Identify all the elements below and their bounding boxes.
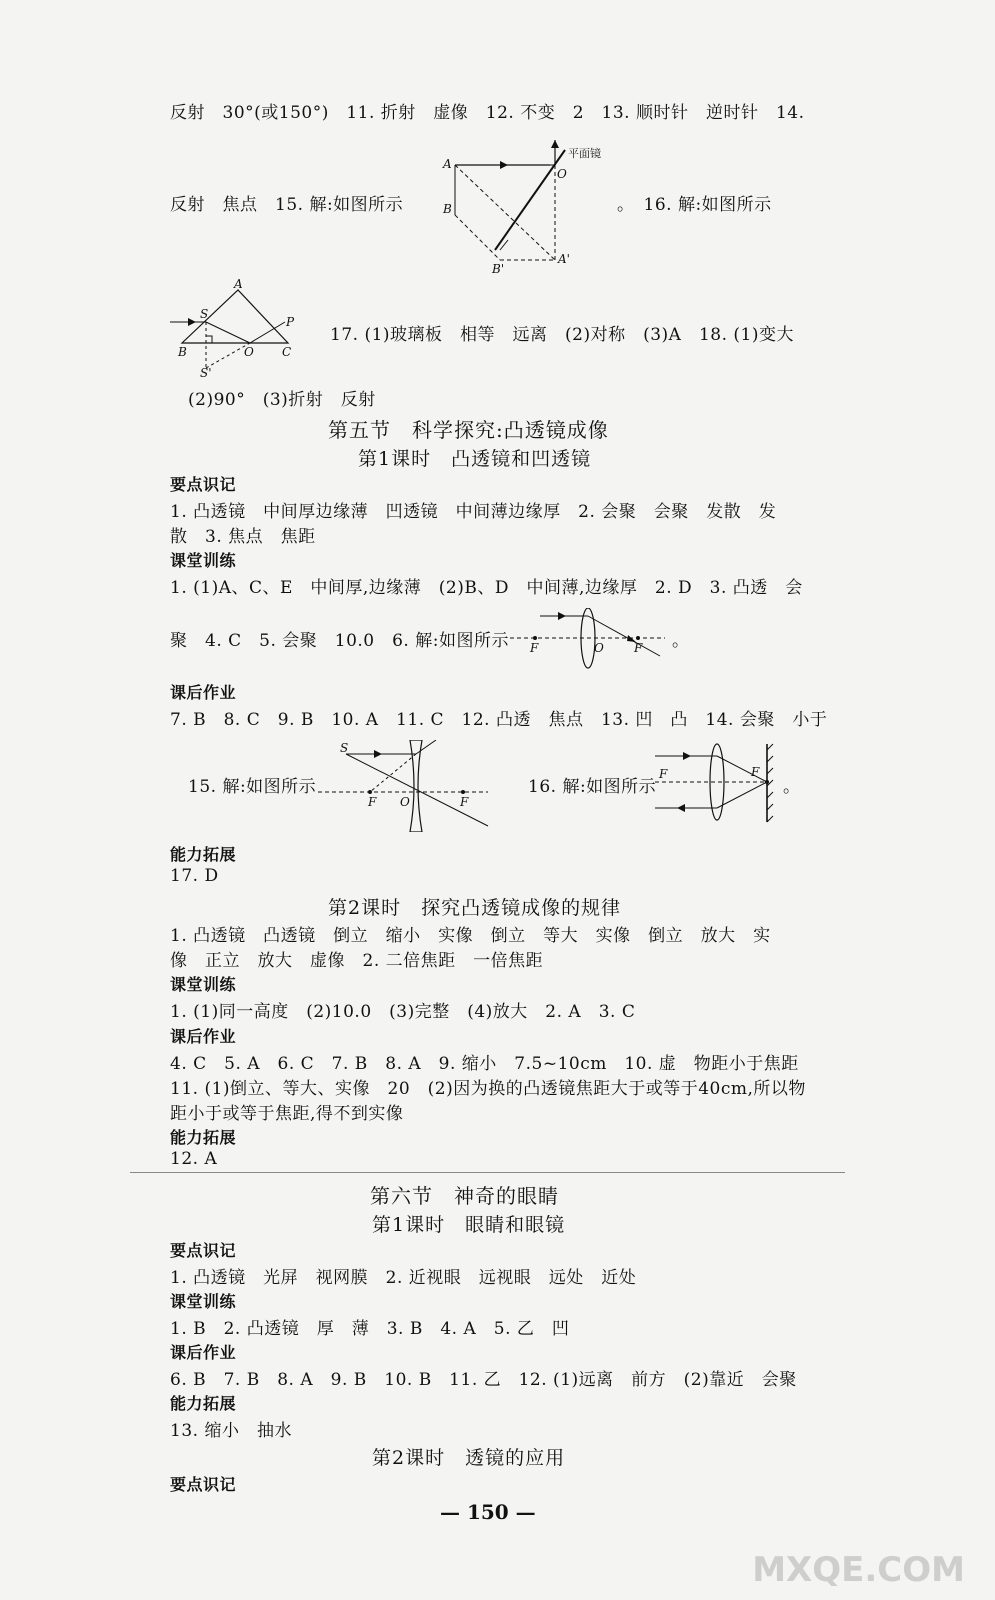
extension-2: 12. A bbox=[170, 1149, 218, 1169]
heading-class-1: 课堂训练 bbox=[170, 551, 237, 570]
heading-key-points-3: 要点识记 bbox=[170, 1241, 237, 1260]
mirror-point-o: O bbox=[557, 167, 567, 181]
key-points-2b: 像 正立 放大 虚像 2. 二倍焦距 一倍焦距 bbox=[170, 951, 544, 971]
lesson-5-1-title: 第1课时 凸透镜和凹透镜 bbox=[358, 448, 592, 470]
lesson-6-1-title: 第1课时 眼睛和眼镜 bbox=[372, 1214, 566, 1236]
answer-line-3: 17. (1)玻璃板 相等 远离 (2)对称 (3)A 18. (1)变大 bbox=[330, 325, 794, 345]
section-6-title: 第六节 神奇的眼睛 bbox=[370, 1184, 559, 1208]
homework-2c: 距小于或等于焦距,得不到实像 bbox=[170, 1104, 404, 1124]
section-5-title: 第五节 科学探究:凸透镜成像 bbox=[328, 418, 609, 442]
class-2: 1. (1)同一高度 (2)10.0 (3)完整 (4)放大 2. A 3. C bbox=[170, 1002, 636, 1022]
eye-f-left: F bbox=[659, 767, 668, 781]
heading-class-2: 课堂训练 bbox=[170, 975, 237, 994]
answer-line-2b: 。 16. 解:如图所示 bbox=[617, 195, 772, 215]
concave-f-right: F bbox=[460, 795, 469, 809]
convex-lens-figure bbox=[510, 608, 670, 678]
mirror-point-b-prime: B' bbox=[492, 262, 505, 275]
key-points-3: 1. 凸透镜 光屏 视网膜 2. 近视眼 远视眼 远处 近处 bbox=[170, 1268, 637, 1288]
tri-point-o: O bbox=[244, 345, 254, 359]
class-1b: 聚 4. C 5. 会聚 10.0 6. 解:如图所示 bbox=[170, 631, 509, 651]
heading-key-points-1: 要点识记 bbox=[170, 475, 237, 494]
extension-1: 17. D bbox=[170, 866, 219, 886]
heading-class-3: 课堂训练 bbox=[170, 1292, 237, 1311]
answer-line-2a: 反射 焦点 15. 解:如图所示 bbox=[170, 195, 404, 215]
answer-line-4: (2)90° (3)折射 反射 bbox=[188, 390, 376, 410]
tri-point-p: P bbox=[286, 315, 295, 329]
heading-homework-1: 课后作业 bbox=[170, 683, 237, 702]
concave-lens-figure bbox=[318, 740, 493, 832]
class-1b-end: 。 bbox=[672, 631, 690, 651]
heading-homework-3: 课后作业 bbox=[170, 1343, 237, 1362]
heading-extension-1: 能力拓展 bbox=[170, 845, 237, 864]
tri-point-s-prime: S' bbox=[200, 366, 212, 378]
heading-homework-2: 课后作业 bbox=[170, 1027, 237, 1046]
tri-point-a: A bbox=[234, 278, 243, 291]
convex-f-right: F bbox=[634, 641, 643, 655]
homework-16-end: 。 bbox=[783, 777, 801, 797]
heading-extension-3: 能力拓展 bbox=[170, 1394, 237, 1413]
homework-16: 16. 解:如图所示 bbox=[528, 777, 657, 797]
convex-f-left: F bbox=[530, 641, 539, 655]
heading-extension-2: 能力拓展 bbox=[170, 1128, 237, 1147]
homework-3: 6. B 7. B 8. A 9. B 10. B 11. 乙 12. (1)远离 前方 (2)靠近 会聚 bbox=[170, 1370, 797, 1390]
lens-mirror-figure bbox=[655, 740, 785, 825]
tri-point-s: S bbox=[200, 307, 209, 321]
homework-2b: 11. (1)倒立、等大、实像 20 (2)因为换的凸透镜焦距大于或等于40cm,所以物 bbox=[170, 1079, 806, 1099]
mirror-point-a-prime: A' bbox=[558, 252, 570, 266]
watermark-logo: MXQE.COM bbox=[752, 1550, 965, 1590]
concave-f-left: F bbox=[368, 795, 377, 809]
extension-3: 13. 缩小 抽水 bbox=[170, 1421, 292, 1441]
key-points-1b: 散 3. 焦点 焦距 bbox=[170, 527, 316, 547]
tri-point-b: B bbox=[178, 345, 187, 359]
mirror-point-a: A bbox=[443, 157, 452, 171]
key-points-1a: 1. 凸透镜 中间厚边缘薄 凹透镜 中间薄边缘厚 2. 会聚 会聚 发散 发 bbox=[170, 502, 777, 522]
page-number: — 150 — bbox=[440, 1500, 536, 1524]
class-1a: 1. (1)A、C、E 中间厚,边缘薄 (2)B、D 中间薄,边缘厚 2. D 3. 凸透 会 bbox=[170, 578, 803, 598]
lesson-5-2-title: 第2课时 探究凸透镜成像的规律 bbox=[328, 897, 622, 919]
homework-15: 15. 解:如图所示 bbox=[188, 777, 317, 797]
convex-o: O bbox=[594, 641, 604, 655]
tri-point-c: C bbox=[282, 345, 292, 359]
page-number-value: 150 bbox=[466, 1500, 509, 1524]
plane-mirror-figure bbox=[440, 140, 610, 275]
answer-line-1: 反射 30°(或150°) 11. 折射 虚像 12. 不变 2 13. 顺时针 逆时针 14. bbox=[170, 103, 805, 123]
key-points-2a: 1. 凸透镜 凸透镜 倒立 缩小 实像 倒立 等大 实像 倒立 放大 实 bbox=[170, 926, 771, 946]
homework-2a: 4. C 5. A 6. C 7. B 8. A 9. 缩小 7.5~10cm 10. 虚 物距小于焦距 bbox=[170, 1054, 799, 1074]
class-3: 1. B 2. 凸透镜 厚 薄 3. B 4. A 5. 乙 凹 bbox=[170, 1319, 570, 1339]
eye-f-right: F bbox=[751, 765, 760, 779]
mirror-point-b: B bbox=[443, 202, 452, 216]
reflection-triangle-figure bbox=[170, 278, 310, 378]
homework-1a: 7. B 8. C 9. B 10. A 11. C 12. 凸透 焦点 13. 凹 凸 14. 会聚 小于 bbox=[170, 710, 828, 730]
section-divider bbox=[130, 1172, 845, 1173]
concave-s: S bbox=[340, 741, 349, 755]
mirror-label: 平面镜 bbox=[568, 147, 601, 160]
lesson-6-2-title: 第2课时 透镜的应用 bbox=[372, 1447, 566, 1469]
heading-key-points-4: 要点识记 bbox=[170, 1475, 237, 1494]
concave-o: O bbox=[400, 795, 410, 809]
